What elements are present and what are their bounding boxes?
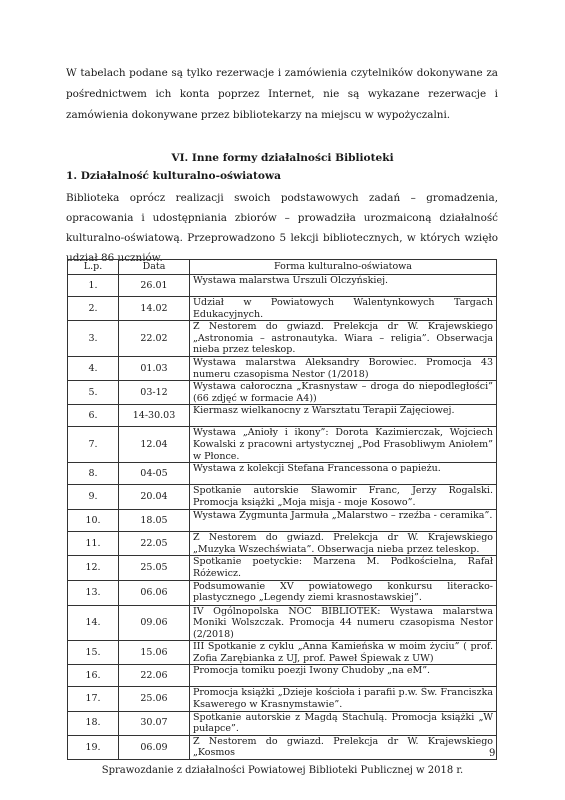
table-row (68, 427, 497, 463)
lp-cell: 15. (68, 641, 119, 665)
date-cell: 01.03 (119, 356, 190, 380)
lp-cell: 8. (68, 463, 119, 485)
lp-cell: 14. (68, 605, 119, 641)
date-cell: 03-12 (119, 381, 190, 405)
date-cell: 25.05 (119, 556, 190, 580)
lp-cell: 19. (68, 735, 119, 759)
form-cell: Wystawa malarstwa Aleksandry Borowiec. Promocja 43 numeru czasopisma Nestor (1/2018) (190, 356, 497, 380)
table-row (68, 381, 497, 405)
form-cell: Z Nestorem do gwiazd. Prelekcja dr W. Krajewskiego „Muzyka Wszechświata”. Obserwacja nieba przez teleskop. (190, 532, 497, 556)
table-row (68, 532, 497, 556)
table-row (68, 356, 497, 380)
intro-paragraph (66, 63, 498, 126)
lp-cell: 4. (68, 356, 119, 380)
lp-cell: 16. (68, 665, 119, 687)
form-cell: Wystawa całoroczna „Krasnystaw – droga do niepodległości” (66 zdjęć w formacie A4)) (190, 381, 497, 405)
activity-paragraph (66, 188, 498, 268)
form-cell: Spotkanie autorskie z Magdą Stachulą. Promocja książki „W pułapce”. (190, 711, 497, 735)
form-cell: Wystawa Zygmunta Jarmuła „Malarstwo – rzeźba - ceramika”. (190, 510, 497, 532)
lp-cell: 12. (68, 556, 119, 580)
lp-cell: 1. (68, 275, 119, 297)
lp-cell: 3. (68, 321, 119, 357)
form-cell: Kiermasz wielkanocny z Warsztatu Terapii Zajęciowej. (190, 405, 497, 427)
date-cell: 09.06 (119, 605, 190, 641)
lp-cell: 10. (68, 510, 119, 532)
page-footer: Sprawozdanie z działalności Powiatowej Biblioteki Publicznej w 2018 r. (101, 765, 464, 776)
form-cell: Promocja książki „Dzieje kościoła i parafii p.w. Św. Franciszka Ksawerego w Krasnymstawie”. (190, 687, 497, 711)
table-row (68, 711, 497, 735)
form-cell: Wystawa „Anioły i ikony”: Dorota Kazimierczak, Wojciech Kowalski z pracowni artystycznej „Pod Frasobliwym Aniołem” w Płonce. (190, 427, 497, 463)
lp-cell: 2. (68, 297, 119, 321)
form-cell: III Spotkanie z cyklu „Anna Kamieńska w moim życiu” ( prof. Zofia Zarębianka z UJ, prof. Paweł Śpiewak z UW) (190, 641, 497, 665)
date-cell: 25.06 (119, 687, 190, 711)
form-cell: Z Nestorem do gwiazd. Prelekcja dr W. Krajewskiego „Kosmos (190, 735, 497, 759)
date-cell: 30.07 (119, 711, 190, 735)
table-row (68, 463, 497, 485)
table-row (68, 580, 497, 605)
form-cell: Z Nestorem do gwiazd. Prelekcja dr W. Krajewskiego „Astronomia – astronautyka. Wiara – religia”. Obserwacja nieba przez teleskop. (190, 321, 497, 357)
table-row (68, 405, 497, 427)
intro-text: W tabelach podane są tylko rezerwacje i zamówienia czytelników dokonywane za pośrednictwem ich konta poprzez Internet, nie są wykazane rezerwacje i zamówienia dokonywane przez bibliotekarzy na miejscu w wypożyczalni. (66, 67, 498, 121)
form-cell: Spotkanie poetyckie: Marzena M. Podkościelna, Rafał Różewicz. (190, 556, 497, 580)
date-cell: 04-05 (119, 463, 190, 485)
form-cell: Wystawa malarstwa Urszuli Olczyńskiej. (190, 275, 497, 297)
header-date: Data (119, 260, 190, 275)
lp-cell: 13. (68, 580, 119, 605)
date-cell: 14-30.03 (119, 405, 190, 427)
activities-table (67, 259, 497, 760)
lp-cell: 6. (68, 405, 119, 427)
date-cell: 14.02 (119, 297, 190, 321)
page-number: 9 (489, 748, 496, 759)
section-title: VI. Inne formy działalności Biblioteki (171, 152, 394, 164)
form-cell: Promocja tomiku poezji Iwony Chudoby „na eM”. (190, 665, 497, 687)
form-cell: Spotkanie autorskie Sławomir Franc, Jerzy Rogalski. Promocja książki „Moja misja - moje Kosowo”. (190, 485, 497, 510)
lp-cell: 7. (68, 427, 119, 463)
form-cell: IV Ogólnopolska NOC BIBLIOTEK: Wystawa malarstwa Moniki Wolszczak. Promocja 44 numeru czasopisma Nestor (2/2018) (190, 605, 497, 641)
table-header-row (68, 260, 497, 275)
form-cell: Wystawa z kolekcji Stefana Francessona o papieżu. (190, 463, 497, 485)
table-row (68, 556, 497, 580)
table-row (68, 510, 497, 532)
table-row (68, 687, 497, 711)
lp-cell: 18. (68, 711, 119, 735)
form-cell: Podsumowanie XV powiatowego konkursu literacko-plastycznego „Legendy ziemi krasnostawskiej”. (190, 580, 497, 605)
date-cell: 20.04 (119, 485, 190, 510)
header-lp: L.p. (68, 260, 119, 275)
form-cell: Udział w Powiatowych Walentynkowych Targach Edukacyjnych. (190, 297, 497, 321)
date-cell: 18.05 (119, 510, 190, 532)
table-row (68, 605, 497, 641)
date-cell: 26.01 (119, 275, 190, 297)
table-row (68, 735, 497, 759)
table-row (68, 297, 497, 321)
activity-text: Biblioteka oprócz realizacji swoich podstawowych zadań – gromadzenia, opracowania i udostępniania zbiorów – prowadziła urozmaiconą działalność kulturalno-oświatową. Przeprowadzono 5 lekcji bibliotecznych, w których wzięło udział 86 uczniów. (66, 192, 498, 264)
date-cell: 22.02 (119, 321, 190, 357)
lp-cell: 5. (68, 381, 119, 405)
table-row (68, 321, 497, 357)
table-row (68, 665, 497, 687)
date-cell: 06.09 (119, 735, 190, 759)
subsection-title: 1. Działalność kulturalno-oświatowa (66, 170, 281, 182)
date-cell: 22.05 (119, 532, 190, 556)
lp-cell: 17. (68, 687, 119, 711)
table-row (68, 275, 497, 297)
date-cell: 15.06 (119, 641, 190, 665)
header-form: Forma kulturalno-oświatowa (190, 260, 497, 275)
date-cell: 06.06 (119, 580, 190, 605)
lp-cell: 9. (68, 485, 119, 510)
table-row (68, 641, 497, 665)
lp-cell: 11. (68, 532, 119, 556)
date-cell: 12.04 (119, 427, 190, 463)
date-cell: 22.06 (119, 665, 190, 687)
table-body (68, 275, 497, 760)
table-row (68, 485, 497, 510)
